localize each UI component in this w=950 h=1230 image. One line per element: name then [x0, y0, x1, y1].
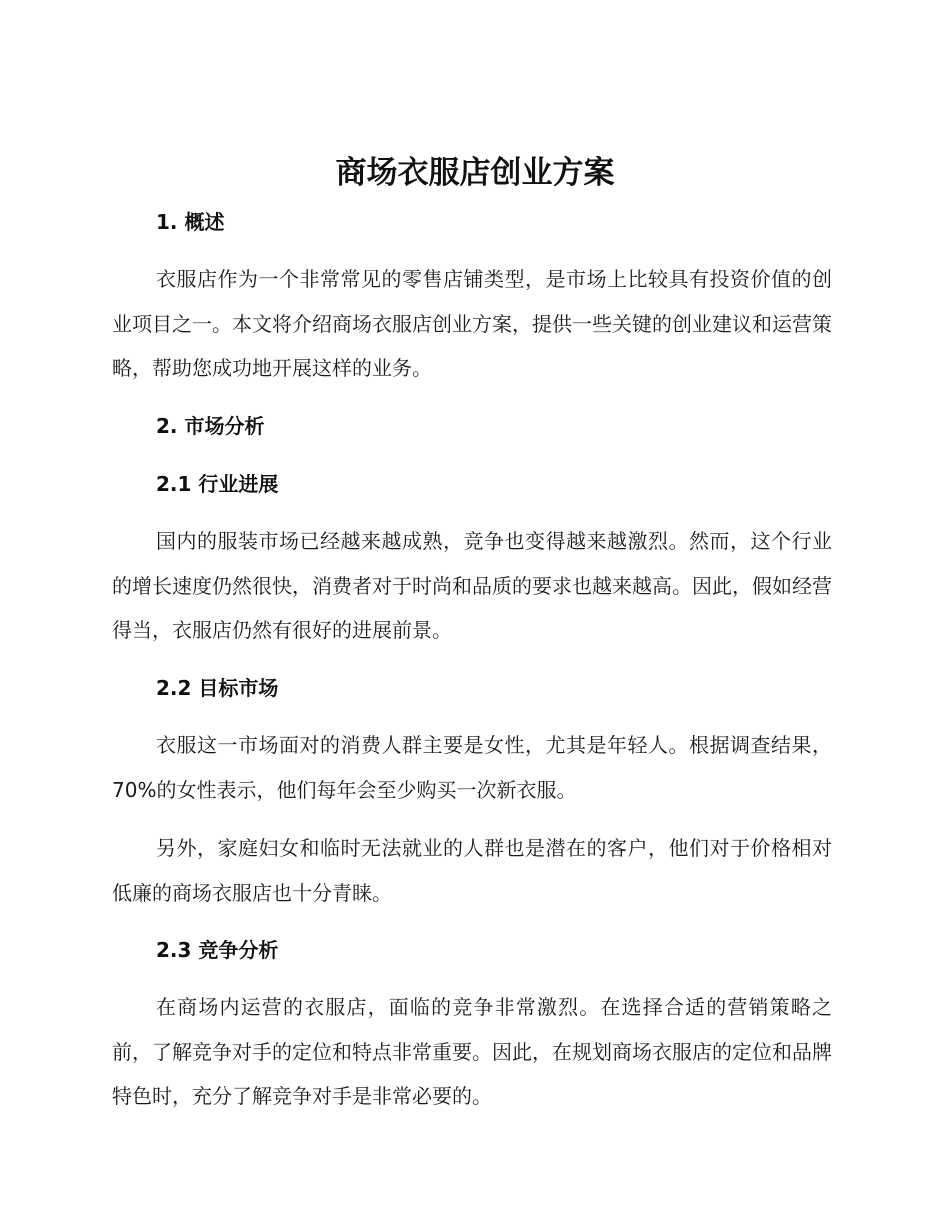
section-heading-overview: 1. 概述 — [156, 210, 225, 234]
paragraph-overview: 衣服店作为一个非常常见的零售店铺类型，是市场上比较具有投资价值的创业项目之一。本文将介绍商场衣服店创业方案，提供一些关键的创业建议和运营策略，帮助您成功地开展这样的业务。 — [112, 267, 832, 380]
paragraph-target-market-2: 另外，家庭妇女和临时无法就业的人群也是潜在的客户，他们对于价格相对低廉的商场衣服店也十分青睐。 — [112, 836, 832, 905]
paragraph-industry-progress: 国内的服装市场已经越来越成熟，竞争也变得越来越激烈。然而，这个行业的增长速度仍然很快，消费者对于时尚和品质的要求也越来越高。因此，假如经营得当，衣服店仍然有很好的进展前景。 — [112, 529, 832, 642]
section-heading-industry-progress: 2.1 行业进展 — [156, 472, 279, 496]
paragraph-competition-analysis: 在商场内运营的衣服店，面临的竞争非常激烈。在选择合适的营销策略之前，了解竞争对手的定位和特点非常重要。因此，在规划商场衣服店的定位和品牌特色时，充分了解竞争对手是非常必要的。 — [112, 995, 832, 1108]
section-heading-competition-analysis: 2.3 竞争分析 — [156, 938, 279, 962]
document-title: 商场衣服店创业方案 — [335, 155, 615, 191]
section-heading-market-analysis: 2. 市场分析 — [156, 414, 265, 438]
section-heading-target-market: 2.2 目标市场 — [156, 676, 279, 700]
paragraph-target-market-1: 衣服这一市场面对的消费人群主要是女性，尤其是年轻人。根据调查结果，70%的女性表示，他们每年会至少购买一次新衣服。 — [112, 733, 832, 802]
